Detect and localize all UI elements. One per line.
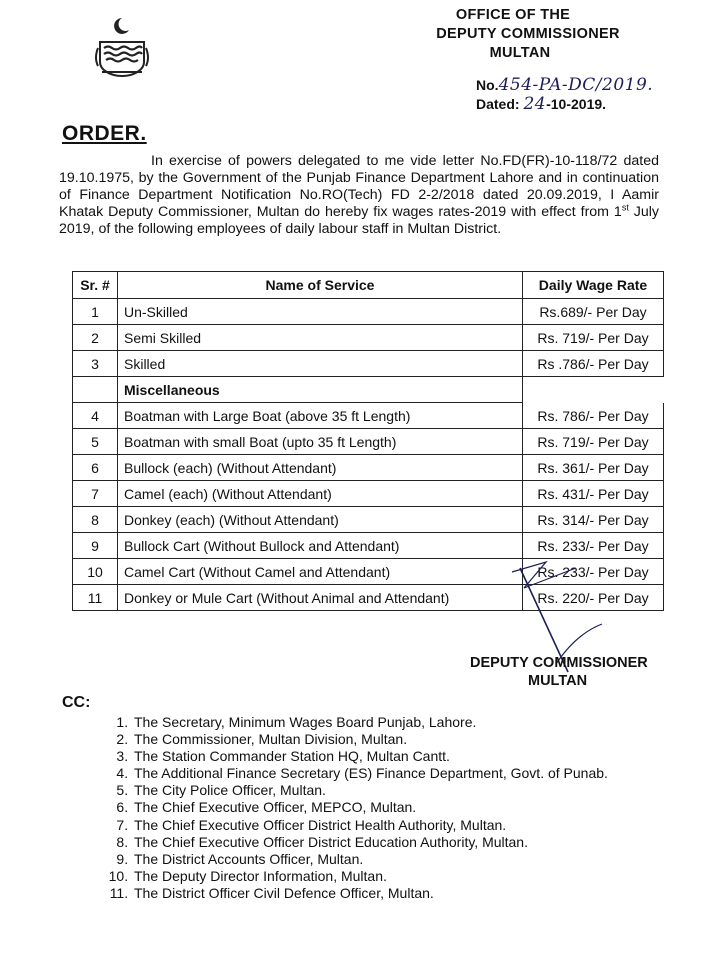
list-item: 6. The Chief Executive Officer, MEPCO, Multan. <box>132 799 608 816</box>
header-rate: Daily Wage Rate <box>523 272 664 299</box>
row-sr: 6 <box>73 455 118 481</box>
row-rate: Rs. 220/- Per Day <box>523 585 664 611</box>
row-service: Semi Skilled <box>118 325 523 351</box>
header-service: Name of Service <box>118 272 523 299</box>
row-service: Boatman with small Boat (upto 35 ft Length) <box>118 429 523 455</box>
row-rate: Rs. 786/- Per Day <box>523 403 664 429</box>
table-row <box>73 403 664 429</box>
row-sr: 7 <box>73 481 118 507</box>
row-sr: 9 <box>73 533 118 559</box>
table-header-row <box>73 272 664 299</box>
table-row <box>73 325 664 351</box>
list-item: 1. The Secretary, Minimum Wages Board Punjab, Lahore. <box>132 714 608 731</box>
date-line <box>476 94 606 114</box>
dated-day-handwritten: 24 <box>523 94 547 114</box>
wage-rates-table <box>72 271 664 611</box>
row-sr: 11 <box>73 585 118 611</box>
body-part-1: In exercise of powers delegated to me vide letter No.FD(FR)-10-118/72 dated 19.10.1975, by the Government of the Punjab Finance Department Lahore and in continuation of Finance Department Notification No.RO(Tech) FD 2-2/2018 dated 20.09.2019, I Aamir Khatak Deputy Commissioner, Multan do hereby fix wages rates-2019 with effect from 1 <box>59 153 659 220</box>
dated-rest: -10-2019. <box>546 96 607 112</box>
row-service: Bullock (each) (Without Attendant) <box>118 455 523 481</box>
signature-line-2: MULTAN <box>528 673 588 689</box>
row-rate: Rs. 233/- Per Day <box>523 559 664 585</box>
list-item: 10. The Deputy Director Information, Multan. <box>132 868 608 885</box>
row-service: Donkey or Mule Cart (Without Animal and Attendant) <box>118 585 523 611</box>
row-service: Bullock Cart (Without Bullock and Attendant) <box>118 533 523 559</box>
office-header <box>418 6 638 63</box>
table-row <box>73 455 664 481</box>
cc-label: CC: <box>62 694 91 711</box>
government-seal-icon <box>92 14 152 78</box>
row-sr: 2 <box>73 325 118 351</box>
list-item: 11. The District Officer Civil Defence Officer, Multan. <box>132 885 608 902</box>
row-rate: Rs. 233/- Per Day <box>523 533 664 559</box>
section-label: Miscellaneous <box>118 377 523 403</box>
row-rate: Rs.689/- Per Day <box>523 299 664 325</box>
list-item: 2. The Commissioner, Multan Division, Multan. <box>132 731 608 748</box>
reference-number <box>476 76 653 94</box>
table-row <box>73 429 664 455</box>
signature-line-1: DEPUTY COMMISSIONER <box>470 655 648 671</box>
office-line-2: DEPUTY COMMISSIONER <box>436 26 620 42</box>
table-row <box>73 559 664 585</box>
row-service: Boatman with Large Boat (above 35 ft Length) <box>118 403 523 429</box>
order-title: ORDER. <box>62 122 147 145</box>
list-item: 8. The Chief Executive Officer District Education Authority, Multan. <box>132 834 608 851</box>
row-sr: 5 <box>73 429 118 455</box>
body-part-2: July 2019, of the following employees of daily labour staff in Multan District. <box>59 204 660 237</box>
row-rate: Rs. 719/- Per Day <box>523 429 664 455</box>
row-sr: 8 <box>73 507 118 533</box>
body-superscript: st <box>621 202 629 213</box>
row-service: Camel (each) (Without Attendant) <box>118 481 523 507</box>
row-rate: Rs. 361/- Per Day <box>523 455 664 481</box>
row-rate: Rs. 314/- Per Day <box>523 507 664 533</box>
list-item: 3. The Station Commander Station HQ, Multan Cantt. <box>132 748 608 765</box>
list-item: 5. The City Police Officer, Multan. <box>132 782 608 799</box>
ref-prefix: No. <box>476 77 499 93</box>
row-sr: 10 <box>73 559 118 585</box>
row-sr: 1 <box>73 299 118 325</box>
row-service: Skilled <box>118 351 523 377</box>
order-body <box>59 153 659 238</box>
cc-list <box>108 714 608 902</box>
ref-handwritten: 454-PA-DC/2019. <box>498 75 654 95</box>
row-rate: Rs. 719/- Per Day <box>523 325 664 351</box>
header-sr: Sr. # <box>73 272 118 299</box>
office-line-3: MULTAN <box>489 45 551 61</box>
row-sr <box>73 377 118 403</box>
office-line-1: OFFICE OF THE <box>455 7 571 23</box>
dated-label: Dated: <box>476 96 520 112</box>
table-row <box>73 299 664 325</box>
table-row <box>73 351 664 377</box>
row-rate <box>523 377 664 403</box>
row-rate: Rs. 431/- Per Day <box>523 481 664 507</box>
signature-block <box>470 654 648 690</box>
table-row <box>73 533 664 559</box>
table-section-row <box>73 377 664 403</box>
row-sr: 4 <box>73 403 118 429</box>
table-row <box>73 507 664 533</box>
row-service: Camel Cart (Without Camel and Attendant) <box>118 559 523 585</box>
list-item: 7. The Chief Executive Officer District Health Authority, Multan. <box>132 817 608 834</box>
list-item: 4. The Additional Finance Secretary (ES) Finance Department, Govt. of Punab. <box>132 765 608 782</box>
row-service: Un-Skilled <box>118 299 523 325</box>
table-row <box>73 481 664 507</box>
row-sr: 3 <box>73 351 118 377</box>
table-row <box>73 585 664 611</box>
list-item: 9. The District Accounts Officer, Multan. <box>132 851 608 868</box>
row-service: Donkey (each) (Without Attendant) <box>118 507 523 533</box>
row-rate: Rs .786/- Per Day <box>523 351 664 377</box>
